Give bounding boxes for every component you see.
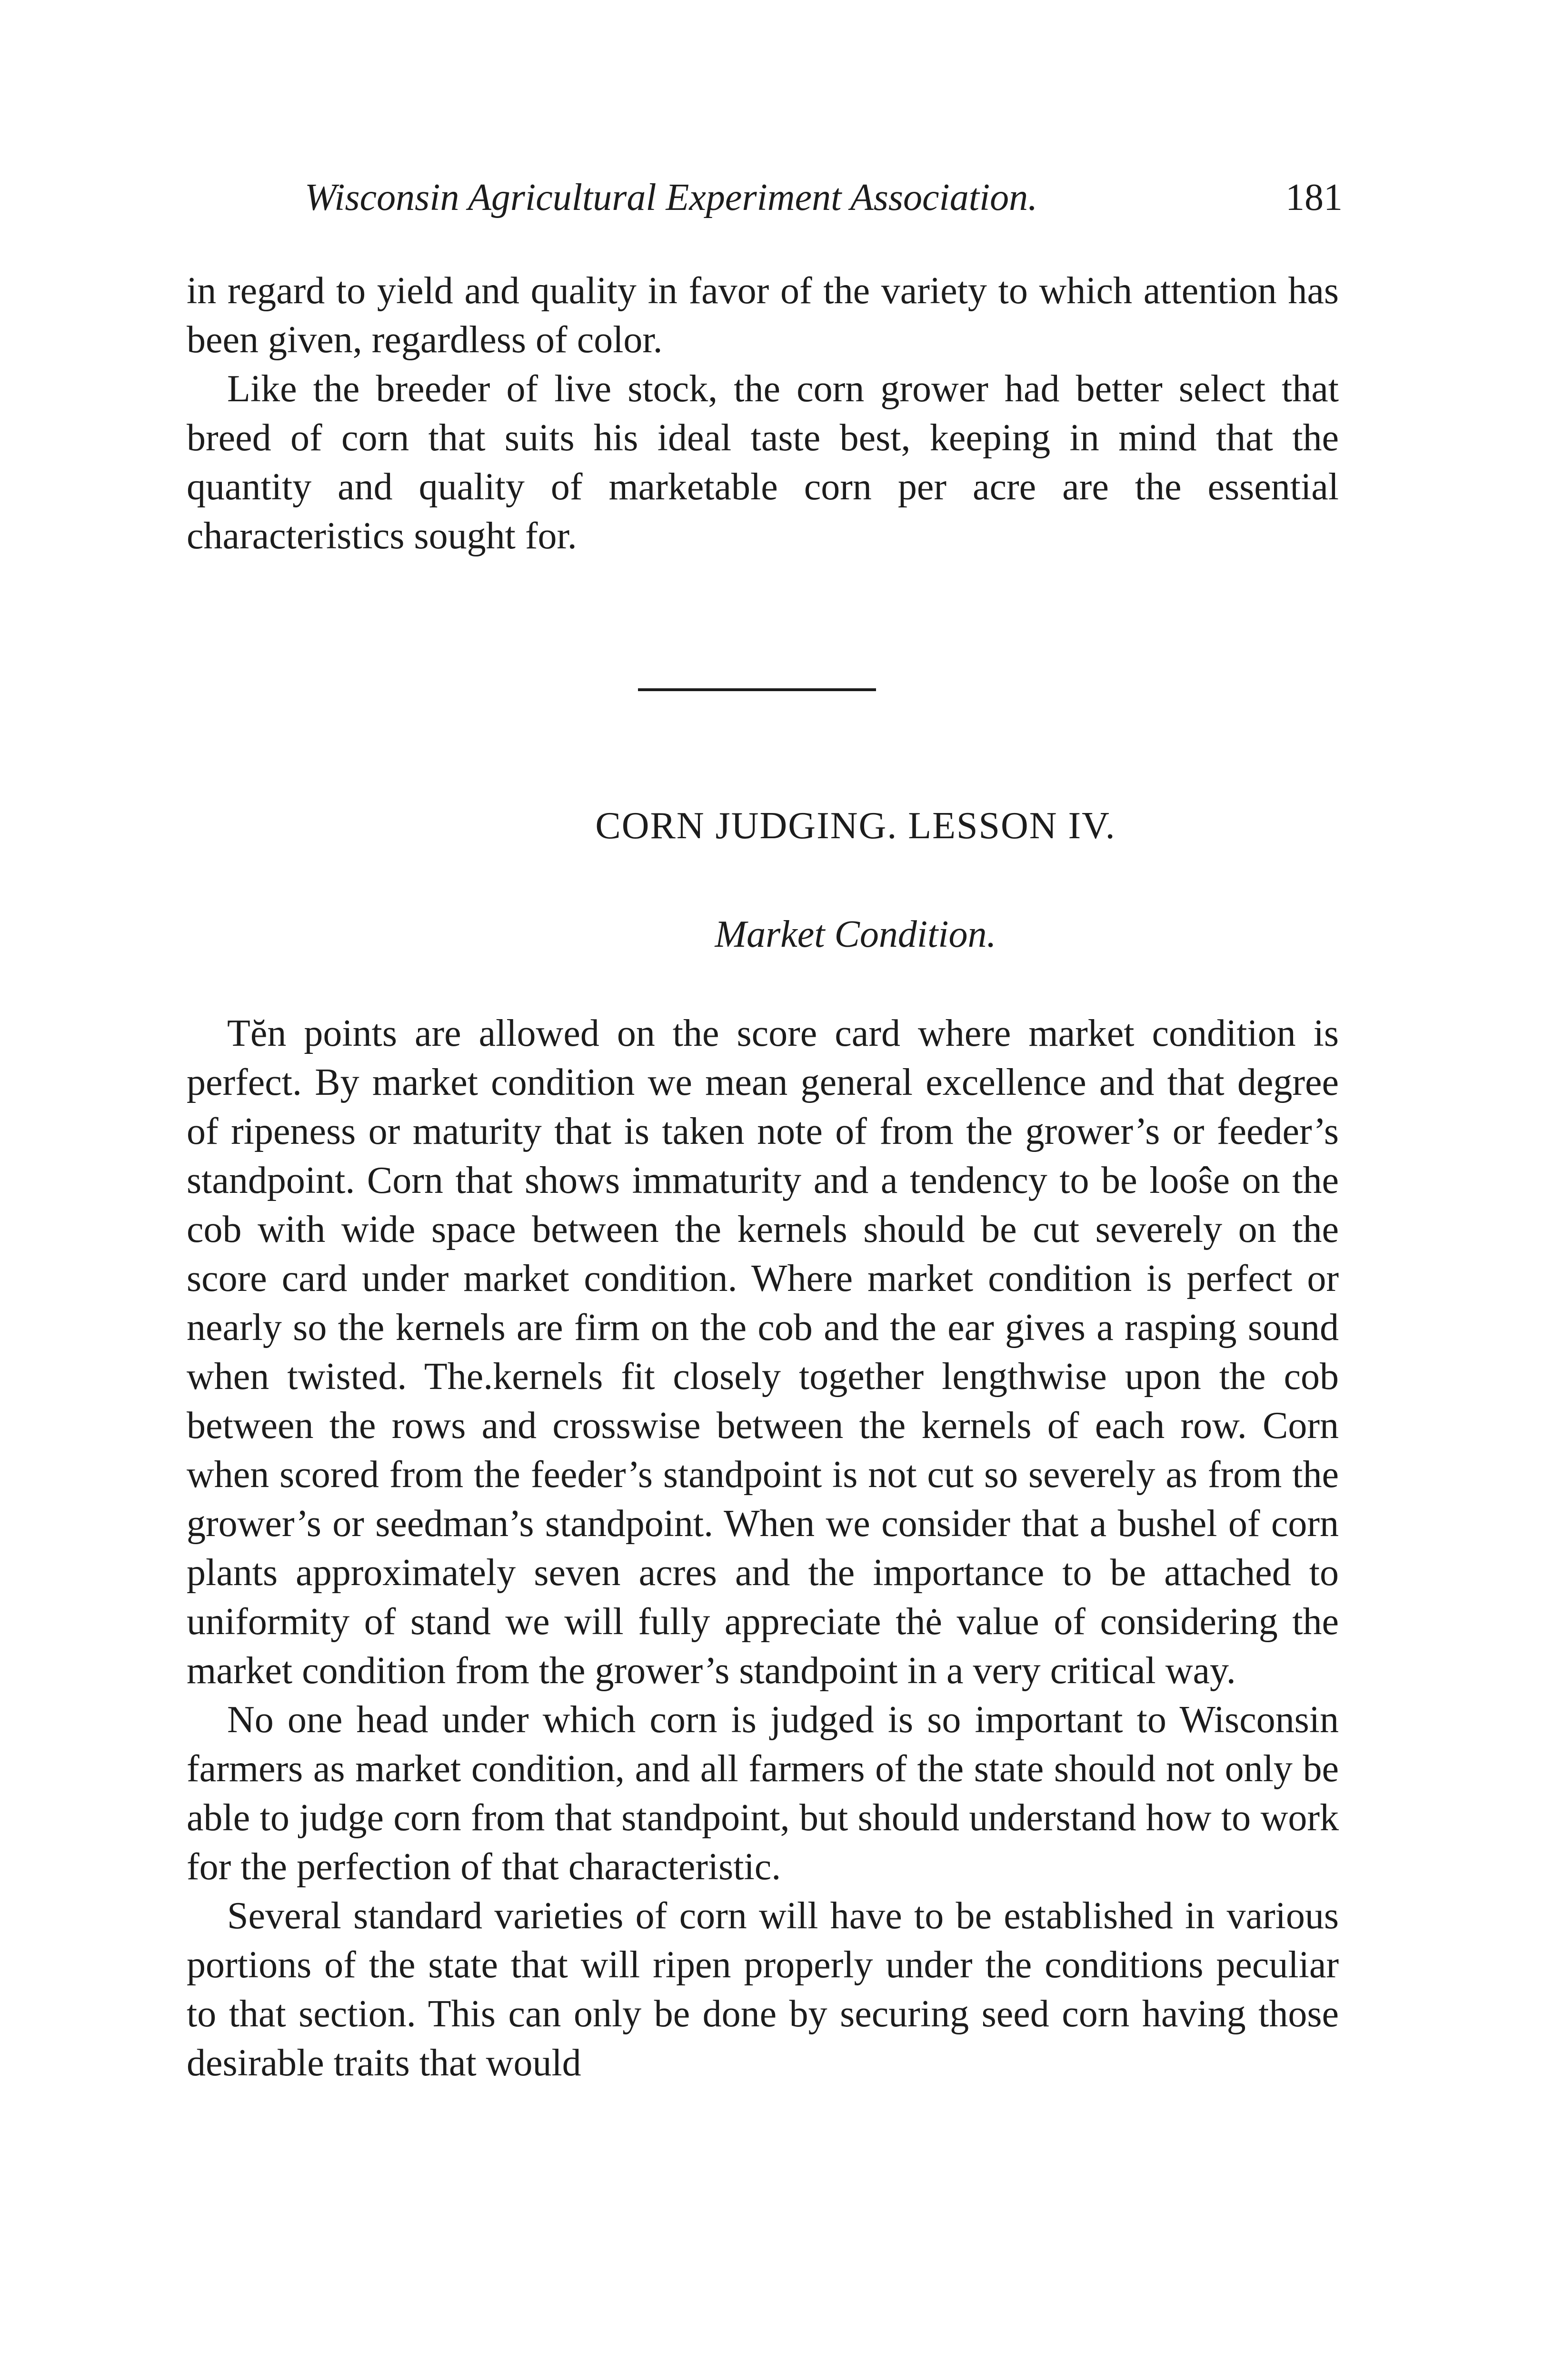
lesson-subtitle: Market Condition. <box>715 913 996 955</box>
page-number: 181 <box>1285 177 1343 218</box>
section-divider-rule <box>638 688 876 691</box>
paragraph-continued: in regard to yield and quality in favor of the variety to which attention has been given, regardless of color. <box>187 270 1339 361</box>
running-header <box>305 176 1343 233</box>
paragraph-ten-points: Tĕn points are allowed on the score card where market condition is perfect. By market condition we mean general excellence and that degree of ripeness or maturity that is taken note of from the grower’s or feeder’s standpoint. Corn that shows immaturity and a tendency to be looŝe on the cob with wide space between the kernels should be cut severely on the score card under market condition. Where market condition is perfect or nearly so the kernels are firm on the cob and the ear gives a rasping sound when twisted. The.kernels fit closely together lengthwise upon the cob between the rows and crosswise between the kernels of each row. Corn when scored from the feeder’s standpoint is not cut so severely as from the grower’s or seedman’s standpoint. When we consider that a bushel of corn plants approximately seven acres and the importance to be attached to uniformity of stand we will fully appreciate thė value of considering the market condition from the grower’s standpoint in a very critical way. <box>187 1012 1339 1692</box>
paragraph-no-one-head: No one head under which corn is judged is so important to Wisconsin farmers as market condition, and all farmers of the state should not only be able to judge corn from that standpoint, but should understand how to work for the perfection of that characteristic. <box>187 1699 1339 1888</box>
running-title: Wisconsin Agricultural Experiment Association. <box>305 177 1038 218</box>
lesson-text-block <box>187 1009 1339 2088</box>
paragraph-breeder: Like the breeder of live stock, the corn grower had better select that breed of corn that suits his ideal taste best, keeping in mind that the quantity and quality of marketable corn per acre are the essential characteristics sought for. <box>187 368 1339 557</box>
lesson-title: CORN JUDGING. LESSON IV. <box>595 805 1116 847</box>
continued-text-block <box>187 267 1339 561</box>
paragraph-several-varieties: Several standard varieties of corn will have to be established in various portions of the state that will ripen properly under the conditions peculiar to that section. This can only be done by securing seed corn having those desirable traits that would <box>187 1895 1339 2084</box>
